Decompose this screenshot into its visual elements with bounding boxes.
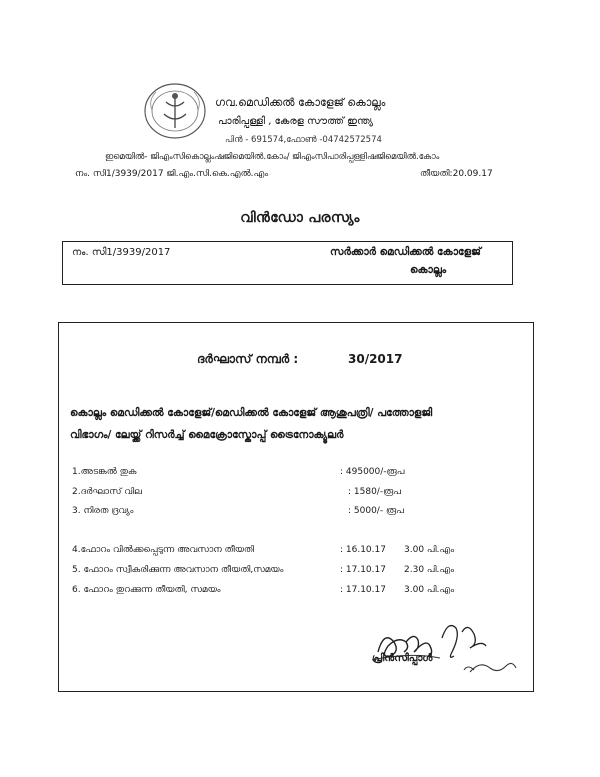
schedule-label: 4.ഫോറം വിൽക്കപ്പെടുന്ന അവസാന തീയതി bbox=[72, 545, 255, 555]
office-box-number: നം. സി1/3939/2017 bbox=[72, 247, 171, 258]
schedule-label: 6. ഫോറം തുറക്കുന്ന തീയതി, സമയം bbox=[72, 585, 221, 595]
description-line-2: വിഭാഗം/ ലേയ്ക്ക് റിസർച്ച് മൈക്രോസ്കോപ്പ് ട്രൈനോക്യൂലർ bbox=[70, 429, 344, 441]
office-box-office: സർക്കാർ മെഡിക്കൽ കോളേജ് bbox=[330, 246, 481, 258]
college-email: ഇമെയിൽ- ജിഎംസികൊല്ലംഷജിമെയിൽ.കോം/ ജിഎംസിപാരിപ്പള്ളിഷജിമെയിൽ.കോം bbox=[105, 152, 440, 162]
college-name: ഗവ.മെഡിക്കൽ കോളേജ് കൊല്ലം bbox=[215, 96, 386, 109]
schedule-date: : 17.10.17 bbox=[340, 565, 386, 575]
amount-value: : 5000/- രൂപ bbox=[348, 506, 404, 516]
schedule-date: : 16.10.17 bbox=[340, 545, 386, 555]
office-box-place: കൊല്ലം bbox=[410, 264, 447, 276]
college-contact: പിൻ - 691574,ഫോൺ -04742572574 bbox=[225, 135, 382, 145]
schedule-time: 2.30 പി.എം bbox=[404, 565, 455, 575]
schedule-label: 5. ഫോറം സ്വീകരിക്കുന്ന അവസാന തീയതി,സമയം bbox=[72, 565, 284, 575]
college-address: പാരിപ്പള്ളി , കേരള സൗത്ത് ഇന്ത്യ bbox=[218, 116, 373, 127]
amount-value: : 1580/-രൂപ bbox=[348, 487, 401, 497]
document-date: തീയതി:20.09.17 bbox=[420, 169, 493, 179]
quotation-number: 30/2017 bbox=[348, 352, 403, 366]
schedule-time: 3.00 പി.എം bbox=[404, 585, 455, 595]
quotation-label: ദർഘാസ് നമ്പർ : bbox=[197, 352, 299, 366]
description-line-1: കൊല്ലം മെഡിക്കൽ കോളേജ്/മെഡിക്കൽ കോളേജ് ആശുപത്രി/ പത്തോളജി bbox=[70, 407, 433, 419]
amount-value: : 495000/-രൂപ bbox=[340, 467, 405, 477]
reference-number: നം. സി1/3939/2017 ജി.എം.സി.കെ.എൽ.എം bbox=[75, 169, 269, 179]
amount-label: 1.അടങ്കൽ തുക bbox=[72, 467, 137, 477]
signature-caption: പ്രിൻസിപ്പാൾ bbox=[372, 653, 433, 664]
amount-label: 3. നിരത ദ്രവ്യം bbox=[72, 506, 134, 516]
page-title: വിൻഡോ പരസ്യം bbox=[240, 210, 360, 226]
college-emblem bbox=[140, 80, 210, 142]
schedule-date: : 17.10.17 bbox=[340, 585, 386, 595]
schedule-time: 3.00 പി.എം bbox=[404, 545, 455, 555]
amount-label: 2.ദർഘാസ് വില bbox=[72, 487, 142, 497]
principal-signature bbox=[370, 612, 520, 682]
